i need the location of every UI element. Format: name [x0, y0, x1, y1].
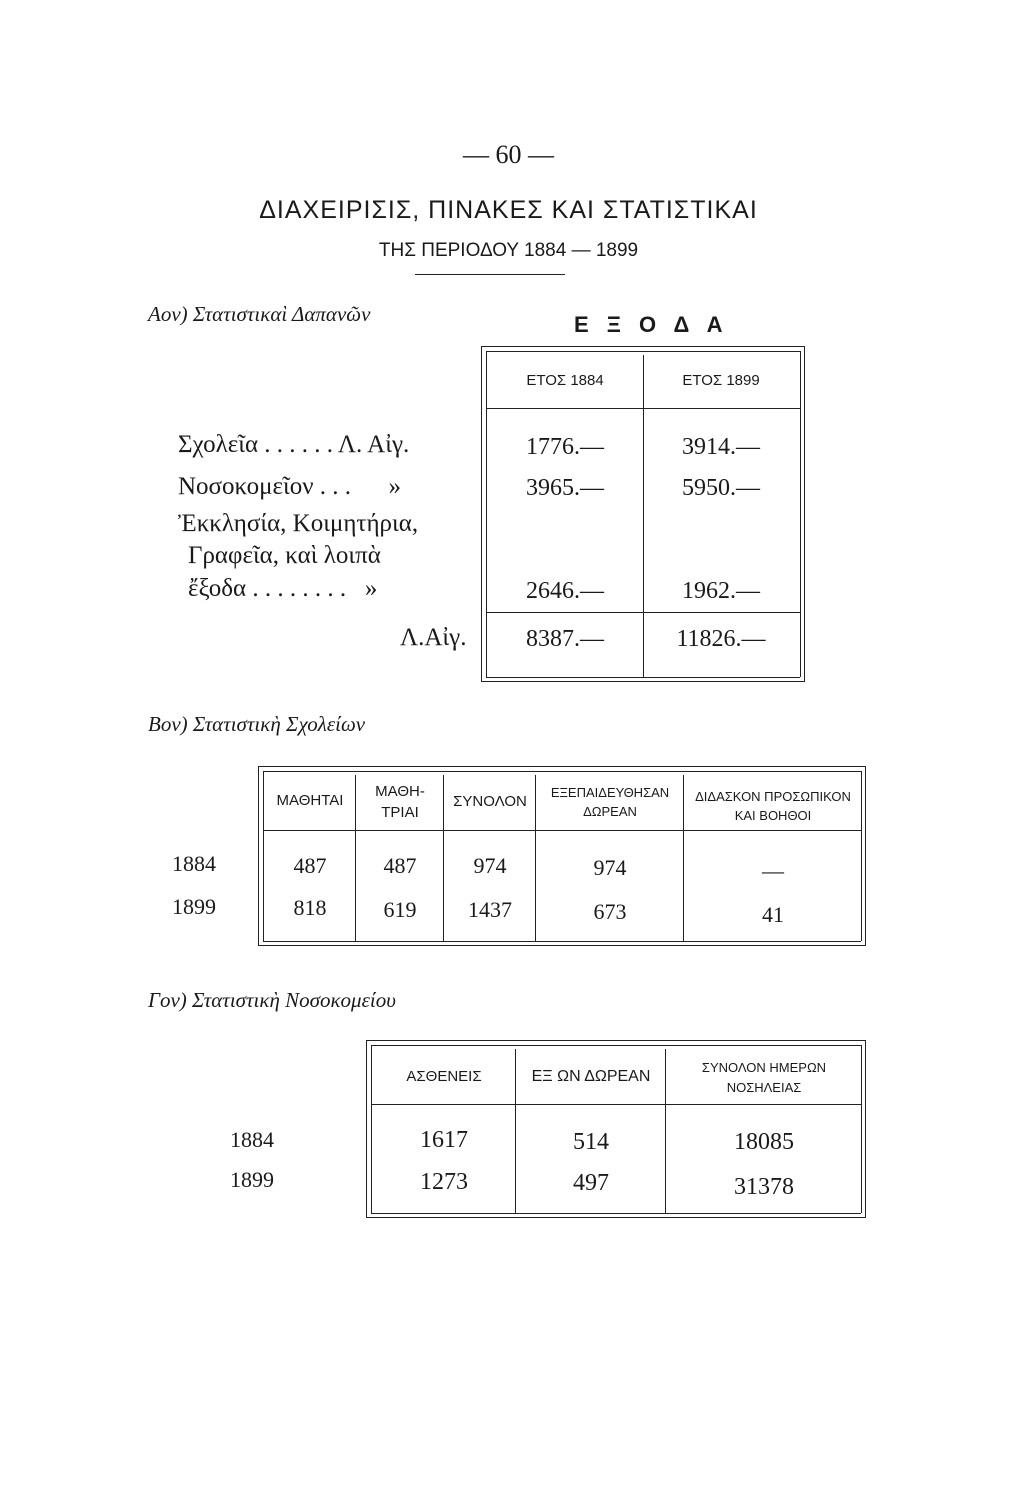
expense-hospital-1899: 5950.— [682, 475, 760, 501]
expense-label-church-line1: Ἐκκλησία, Κοιμητήρια, [178, 510, 419, 537]
hospital-1899-patients: 1273 [420, 1169, 468, 1195]
hospital-header-patients: ΑΣΘΕΝΕΙΣ [406, 1068, 482, 1085]
expense-total-1899: 11826.— [676, 626, 766, 652]
hospital-table-inner-top [371, 1045, 861, 1046]
schools-1899-staff: 41 [762, 902, 784, 927]
schools-year-1899: 1899 [172, 894, 216, 919]
schools-year-1884: 1884 [172, 851, 216, 876]
expense-hospital-1884: 3965.— [526, 475, 604, 501]
page-number: — 60 — [463, 140, 554, 169]
schools-header-total: ΣΥΝΟΛΟΝ [453, 793, 527, 810]
expense-schools-1899: 3914.— [682, 434, 760, 460]
expense-other-1884: 2646.— [526, 578, 604, 604]
schools-col-divider-2 [443, 775, 444, 941]
expense-schools-1884: 1776.— [526, 434, 604, 460]
hospital-year-1884: 1884 [230, 1127, 274, 1152]
schools-table-header-rule [263, 830, 861, 831]
schools-1884-total: 974 [473, 853, 507, 878]
title-divider [415, 274, 565, 275]
exoda-label: Ε Ξ Ο Δ Α [574, 312, 729, 337]
schools-1884-staff: — [762, 858, 784, 883]
hospital-col-divider-1 [515, 1049, 516, 1213]
hospital-table-header-rule [371, 1104, 861, 1105]
hospital-1884-patients: 1617 [420, 1127, 468, 1153]
expense-label-schools: Σχολεῖα . . . . . . Λ. Αἰγ. [178, 431, 410, 458]
schools-1899-students: 818 [293, 895, 327, 920]
section-a-heading: Αον) Στατιστικαὶ Δαπανῶν [148, 302, 371, 326]
hospital-table-inner-left [371, 1045, 372, 1213]
schools-table-inner-left [263, 771, 264, 941]
hospital-header-free: ΕΞ ΩΝ ΔΩΡΕΑΝ [531, 1068, 651, 1085]
hospital-1899-days: 31378 [734, 1174, 794, 1200]
expense-label-church-line2: Γραφεῖα, καὶ λοιπὰ [188, 542, 381, 569]
schools-1899-total: 1437 [468, 897, 512, 922]
expense-total-1884: 8387.— [526, 626, 604, 652]
page-subtitle: ΤΗΣ ΠΕΡΙΟΔΟΥ 1884 — 1899 [378, 240, 639, 261]
expense-other-1899: 1962.— [682, 578, 760, 604]
schools-col-divider-3 [535, 775, 536, 941]
expenses-header-1899: ΕΤΟΣ 1899 [682, 372, 760, 389]
expenses-table-inner-bottom [486, 677, 800, 678]
hospital-header-days: ΣΥΝΟΛΟΝ ΗΜΕΡΩΝ ΝΟΣΗΛΕΙΑΣ [701, 1060, 827, 1096]
schools-table-inner-right [861, 771, 862, 941]
schools-table-inner-bottom [263, 941, 861, 942]
hospital-table-inner-bottom [371, 1213, 861, 1214]
section-b-heading: Βον) Στατιστικὴ Σχολείων [148, 712, 366, 736]
hospital-1884-days: 18085 [734, 1129, 794, 1155]
schools-1884-free: 974 [593, 855, 627, 880]
expense-label-church-line3: ἔξοδα . . . . . . . . » [188, 575, 378, 602]
schools-1884-students: 487 [293, 853, 327, 878]
hospital-col-divider-2 [665, 1049, 666, 1213]
page-title: ΔΙΑΧΕΙΡΙΣΙΣ, ΠΙΝΑΚΕΣ ΚΑΙ ΣΤΑΤΙΣΤΙΚΑΙ [259, 196, 758, 224]
expenses-table-inner-left [486, 351, 487, 677]
schools-header-teaching-staff: ΔΙΔΑΣΚΟΝ ΠΡΟΣΩΠΙΚΟΝ ΚΑΙ ΒΟΗΘΟΙ [695, 789, 851, 823]
schools-header-free-education: ΕΞΕΠΑΙΔΕΥΘΗΣΑΝ ΔΩΡΕΑΝ [550, 785, 670, 819]
hospital-1884-free: 514 [573, 1129, 609, 1155]
expenses-table-inner-top [486, 351, 800, 352]
schools-header-students: ΜΑΘΗΤΑΙ [276, 792, 344, 809]
schools-1899-free: 673 [593, 899, 627, 924]
expenses-table-inner-right [800, 351, 801, 677]
schools-col-divider-4 [683, 775, 684, 941]
expenses-table-column-divider [643, 355, 644, 677]
schools-table-inner-top [263, 771, 861, 772]
expense-label-hospital: Νοσοκομεῖον . . . » [178, 473, 402, 500]
expense-total-label: Λ.Αἰγ. [400, 624, 467, 651]
expenses-table-header-rule [486, 408, 800, 409]
schools-1884-female-students: 487 [383, 853, 417, 878]
hospital-table-inner-right [861, 1045, 862, 1213]
expenses-header-1884: ΕΤΟΣ 1884 [526, 372, 604, 389]
schools-1899-female-students: 619 [383, 897, 417, 922]
schools-col-divider-1 [355, 775, 356, 941]
schools-header-female-students: ΜΑΘΗ- ΤΡΙΑΙ [375, 783, 425, 821]
hospital-year-1899: 1899 [230, 1167, 274, 1192]
section-c-heading: Γον) Στατιστικὴ Νοσοκομείου [148, 988, 396, 1012]
expenses-table-total-rule [486, 612, 800, 613]
hospital-1899-free: 497 [573, 1170, 609, 1196]
